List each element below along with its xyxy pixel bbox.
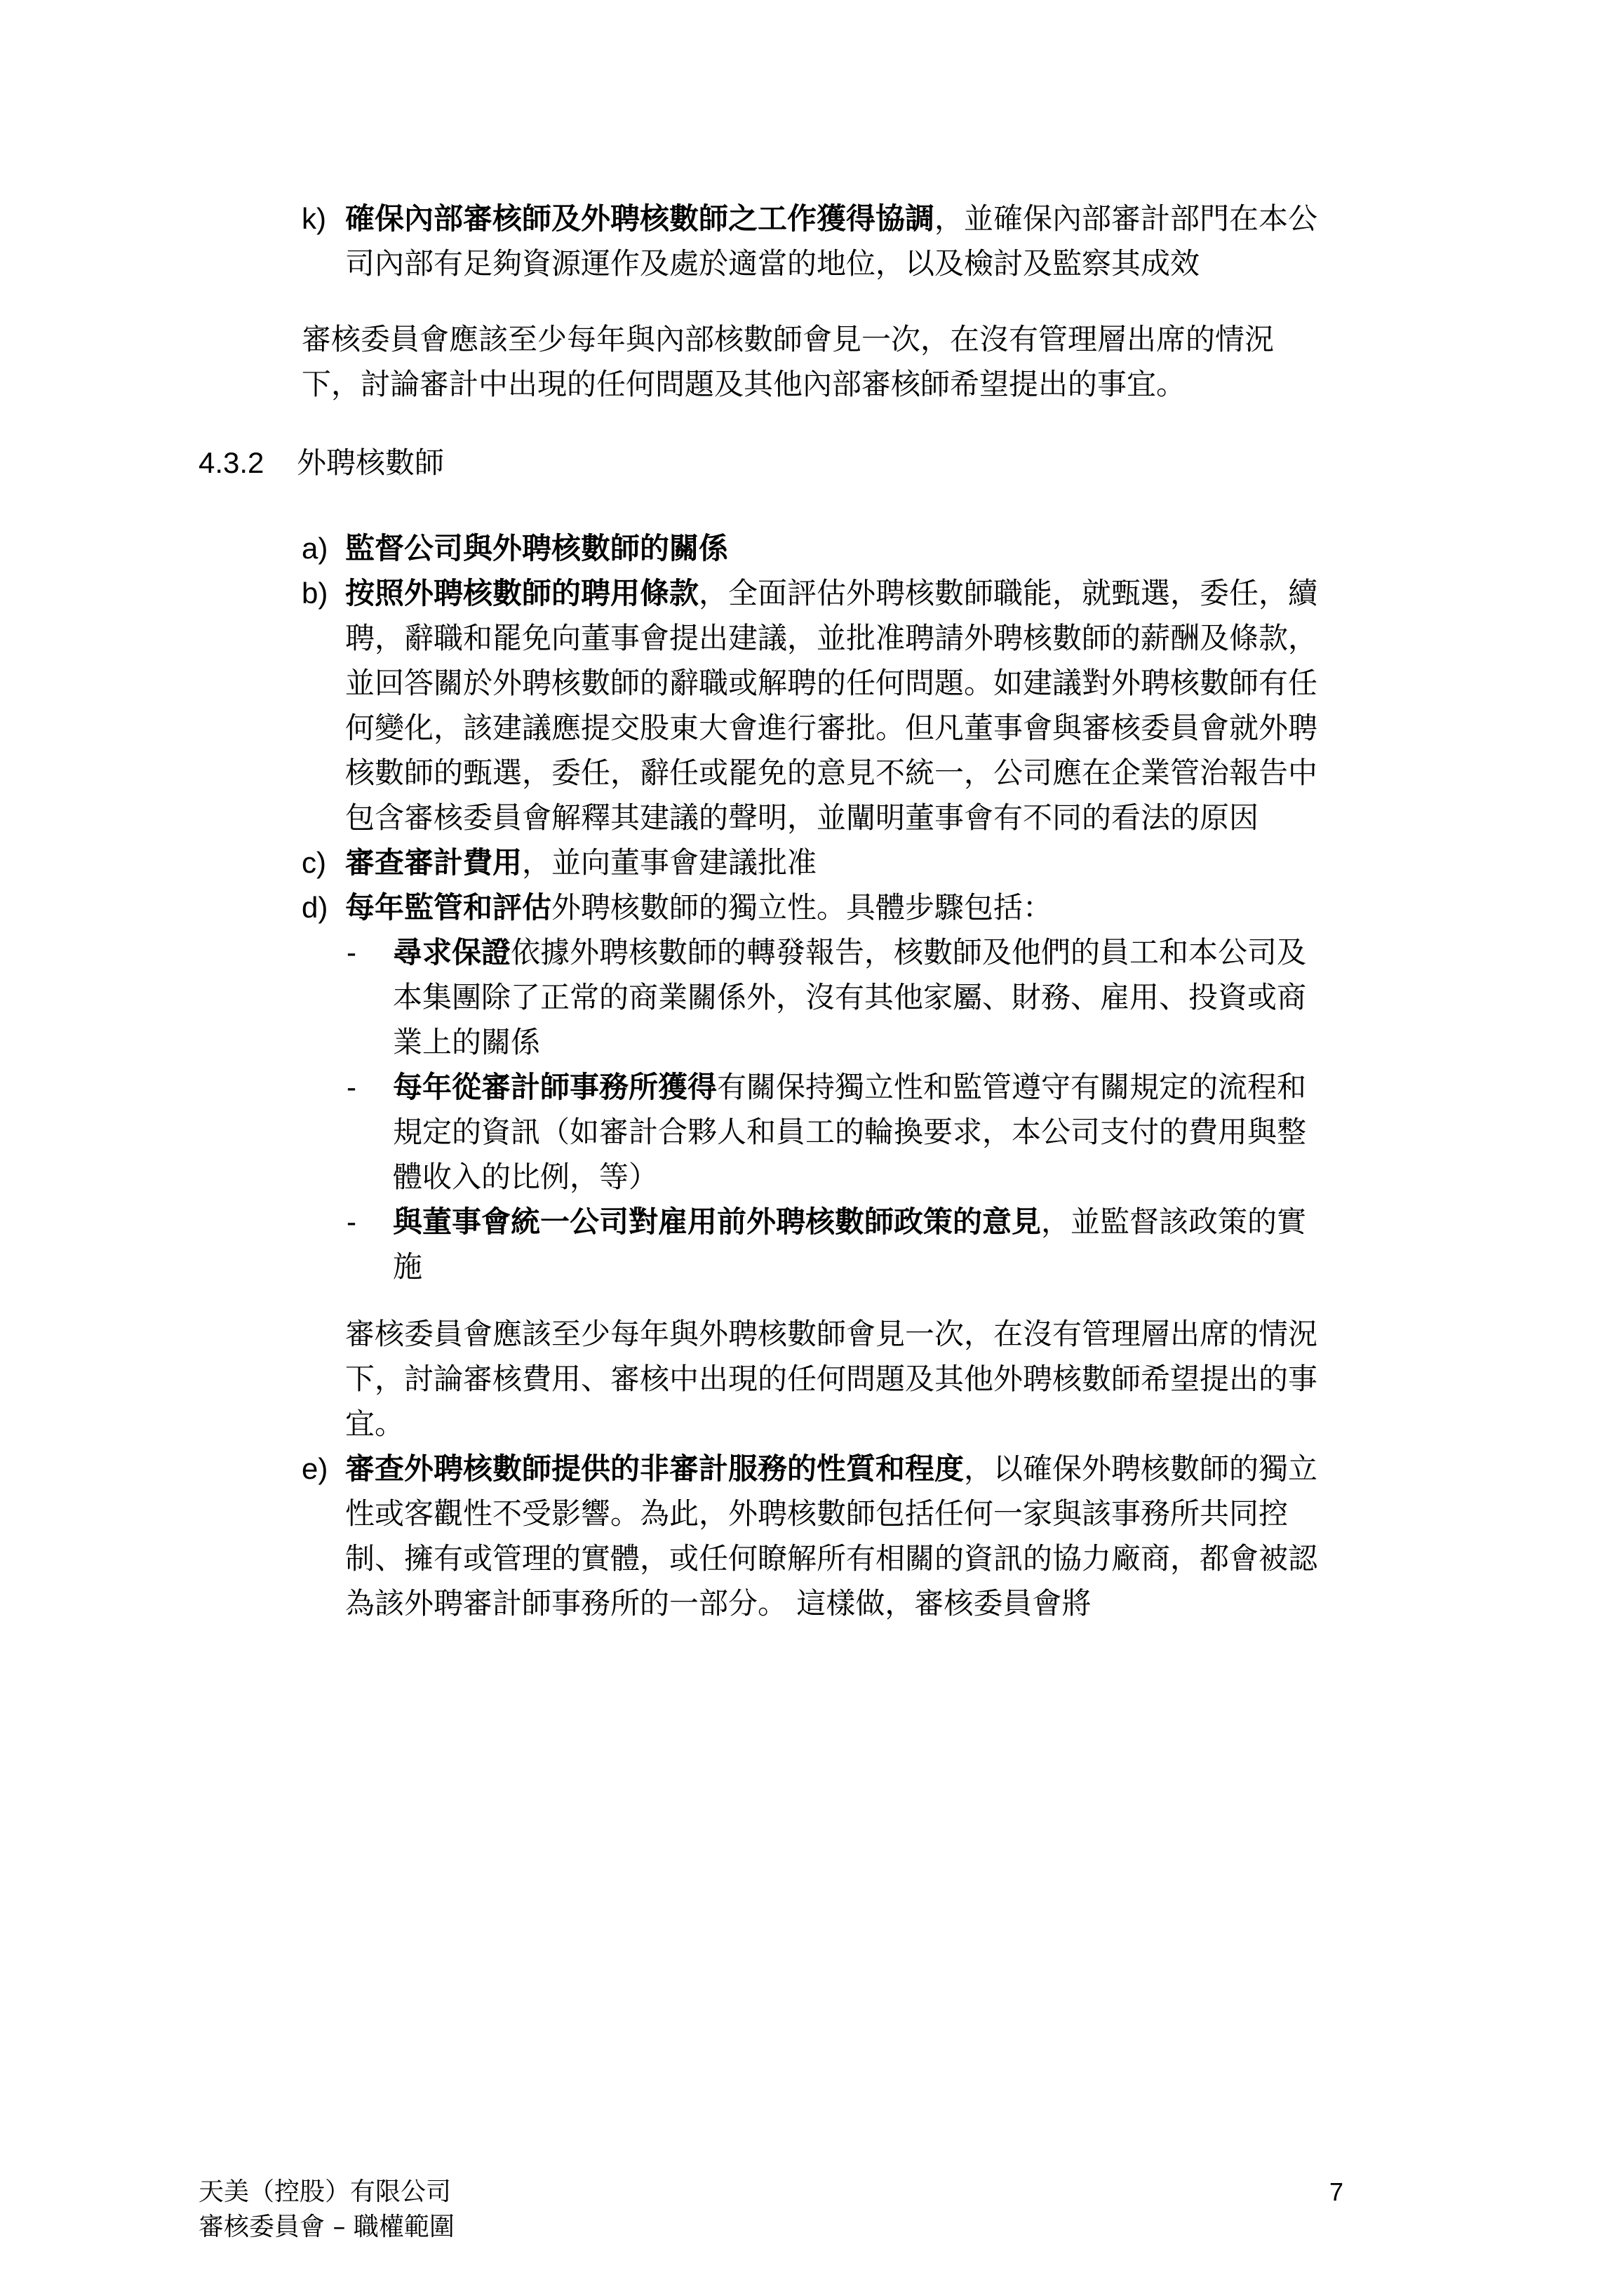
list-label: k) [302,202,326,235]
paragraph-external-auditor-meeting [345,1312,1454,1446]
bullet-dash: - [347,1070,356,1103]
bullet-dash: - [347,936,356,969]
text-line: 聘，辭職和罷免向董事會提出建議，並批准聘請外聘核數師的薪酬及條款， [345,621,1318,655]
bold-phrase: 監督公司與外聘核數師的關係 [345,531,729,565]
list-label: e) [302,1452,328,1485]
text-line: 下，討論審核費用、審核中出現的任何問題及其他外聘核數師希望提出的事 [345,1362,1318,1396]
text-line: 本集團除了正常的商業關係外，沒有其他家屬、財務、雇用、投資或商 [393,980,1307,1014]
text-line: 核數師的甄選，委任，辭任或罷免的意見不統一，公司應在企業管治報告中 [345,756,1318,790]
bold-phrase: 審查外聘核數師提供的非審計服務的性質和程度 [345,1451,965,1486]
section-number: 4.3.2 [199,446,264,479]
bold-phrase: 尋求保證 [393,935,511,969]
text-line: 為該外聘審計師事務所的一部分。 這樣做，審核委員會將 [345,1586,1092,1620]
text-line: 何變化，該建議應提交股東大會進行審批。但凡董事會與審核委員會就外聘 [345,711,1318,745]
text-line: 宜。 [345,1407,405,1441]
text-line: ，並確保內部審計部門在本公 [934,201,1318,236]
text-line: 有關保持獨立性和監管遵守有關規定的流程和 [717,1070,1307,1104]
text-line: 依據外聘核數師的轉發報告，核數師及他們的員工和本公司及 [511,935,1307,969]
text-line: 審核委員會應該至少每年與外聘核數師會見一次，在沒有管理層出席的情況 [345,1317,1318,1351]
text-line: 制、擁有或管理的實體，或任何瞭解所有相關的資訊的協力廠商，都會被認 [345,1541,1318,1576]
page-number: 7 [1329,2177,1344,2206]
text-line: 司內部有足夠資源運作及處於適當的地位，以及檢討及監察其成效 [345,246,1200,281]
text-line: ，以確保外聘核數師的獨立 [964,1451,1318,1486]
text-line: 體收入的比例，等） [393,1160,659,1194]
text-line: 審核委員會應該至少每年與內部核數師會見一次，在沒有管理層出席的情況 [302,322,1275,356]
footer [199,2175,1433,2252]
bold-phrase: 與董事會統一公司對雇用前外聘核數師政策的意見 [393,1204,1042,1239]
footer-company: 天美（控股）有限公司 [199,2177,452,2206]
text-line: 施 [393,1249,423,1284]
list-label: b) [302,577,328,610]
text-line: 並回答關於外聘核數師的辭職或解聘的任何問題。如建議對外聘核數師有任 [345,666,1318,700]
bullet-dash: - [347,1205,356,1238]
text-line: 業上的關係 [393,1025,541,1059]
bold-phrase: 確保內部審核師及外聘核數師之工作獲得協調 [345,201,935,236]
text-line: 性或客觀性不受影響。為此，外聘核數師包括任何一家與該事務所共同控 [345,1496,1289,1531]
paragraph-internal-auditor-meeting [302,317,1452,407]
bold-phrase: 按照外聘核數師的聘用條款 [345,576,699,610]
text-line: 外聘核數師的獨立性。具體步驟包括： [551,890,1053,925]
section-title: 外聘核數師 [297,445,445,480]
text-line: ，並向董事會建議批准 [522,845,817,880]
footer-subtitle: 審核委員會 – 職權範圍 [199,2213,455,2241]
bold-phrase: 每年從審計師事務所獲得 [393,1070,718,1104]
text-line: 包含審核委員會解釋其建議的聲明，並闡明董事會有不同的看法的原因 [345,800,1259,835]
bold-phrase: 每年監管和評估 [345,890,552,925]
text-line: ，全面評估外聘核數師職能，就甄選，委任，續 [699,576,1318,610]
bold-phrase: 審查審計費用 [345,845,523,880]
text-line: ，並監督該政策的實 [1041,1204,1307,1239]
list-label: c) [302,846,326,879]
list-label: d) [302,891,328,924]
list-label: a) [302,532,328,565]
text-line: 下，討論審計中出現的任何問題及其他內部審核師希望提出的事宜。 [302,367,1186,401]
text-line: 規定的資訊（如審計合夥人和員工的輪換要求，本公司支付的費用與整 [393,1115,1307,1149]
